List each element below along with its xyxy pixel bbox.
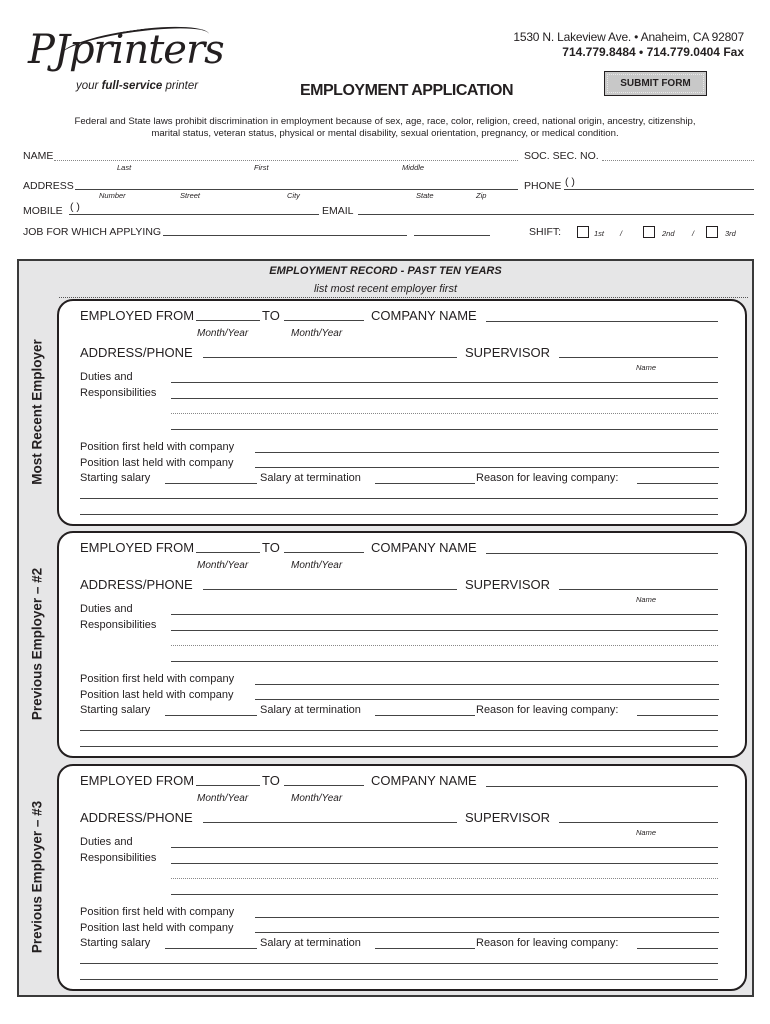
address-sub-state: State	[416, 191, 434, 200]
employed-from-field[interactable]	[196, 552, 260, 553]
salary-termination-field[interactable]	[375, 483, 475, 484]
salary-termination-label: Salary at termination	[260, 704, 361, 716]
responsibilities-label: Responsibilities	[80, 852, 157, 864]
name-sub-first: First	[254, 163, 269, 172]
tagline-bold: full-service	[101, 80, 163, 92]
supervisor-field[interactable]	[559, 822, 718, 823]
duties-label: Duties and	[80, 371, 133, 383]
supervisor-label: SUPERVISOR	[465, 345, 551, 360]
ssn-field[interactable]	[602, 160, 754, 161]
duties-label: Duties and	[80, 603, 133, 615]
position-first-label: Position first held with company	[80, 906, 235, 918]
email-field[interactable]	[358, 214, 754, 215]
phone-field[interactable]	[564, 189, 754, 190]
email-label: EMAIL	[322, 205, 354, 217]
shift-sep: /	[692, 229, 695, 238]
reason-leaving-label: Reason for leaving company:	[476, 937, 619, 949]
position-last-label: Position last held with company	[80, 689, 234, 701]
company-name-label: COMPANY NAME	[371, 308, 477, 323]
address-sub-city: City	[287, 191, 300, 200]
duties-line-1[interactable]	[171, 614, 718, 615]
name-sub-last: Last	[117, 163, 132, 172]
position-first-label: Position first held with company	[80, 673, 235, 685]
reason-leaving-field[interactable]	[637, 483, 718, 484]
position-last-field[interactable]	[255, 467, 719, 468]
address-sub-street: Street	[180, 191, 201, 200]
responsibilities-label: Responsibilities	[80, 387, 157, 399]
ssn-label: SOC. SEC. NO.	[524, 150, 599, 162]
position-first-label: Position first held with company	[80, 441, 235, 453]
reason-leaving-label: Reason for leaving company:	[476, 472, 619, 484]
address-phone-label: ADDRESS/PHONE	[80, 577, 193, 592]
position-first-field[interactable]	[255, 684, 719, 685]
to-month-year: Month/Year	[291, 328, 343, 339]
reason-leaving-label: Reason for leaving company:	[476, 704, 619, 716]
to-month-year: Month/Year	[291, 560, 343, 571]
reason-leaving-field[interactable]	[637, 715, 718, 716]
position-last-label: Position last held with company	[80, 922, 234, 934]
reason-line-1[interactable]	[80, 963, 718, 964]
shift-1st-checkbox[interactable]	[577, 226, 589, 238]
duties-line-4[interactable]	[171, 894, 718, 895]
supervisor-field[interactable]	[559, 357, 718, 358]
duties-line-2[interactable]	[171, 630, 718, 631]
to-label: TO	[262, 773, 280, 788]
address-label: ADDRESS	[23, 180, 74, 192]
duties-line-3[interactable]	[171, 645, 718, 646]
employer-side-label: Previous Employer – #3	[29, 800, 45, 954]
address-phone-label: ADDRESS/PHONE	[80, 345, 193, 360]
phone-area-code: ( )	[565, 176, 575, 188]
address-sub-number: Number	[99, 191, 126, 200]
job-label: JOB FOR WHICH APPLYING	[23, 226, 162, 238]
page-title: EMPLOYMENT APPLICATION	[300, 82, 513, 99]
duties-line-4[interactable]	[171, 661, 718, 662]
supervisor-field[interactable]	[559, 589, 718, 590]
position-first-field[interactable]	[255, 452, 719, 453]
mobile-field[interactable]	[69, 214, 319, 215]
employed-from-field[interactable]	[196, 785, 260, 786]
shift-2nd-label: 2nd	[662, 229, 675, 238]
reason-leaving-field[interactable]	[637, 948, 718, 949]
salary-termination-label: Salary at termination	[260, 472, 361, 484]
supervisor-sub-label: Name	[636, 828, 657, 837]
starting-salary-label: Starting salary	[80, 937, 151, 949]
company-name-field[interactable]	[486, 786, 718, 787]
salary-termination-field[interactable]	[375, 948, 475, 949]
address-phone-label: ADDRESS/PHONE	[80, 810, 193, 825]
starting-salary-field[interactable]	[165, 715, 257, 716]
shift-1st-label: 1st	[594, 229, 605, 238]
job-field[interactable]	[163, 235, 407, 236]
discrimination-notice	[30, 116, 740, 140]
to-field[interactable]	[284, 552, 364, 553]
name-label: NAME	[23, 150, 54, 162]
company-phone: 714.779.8484 • 714.779.0404 Fax	[562, 45, 744, 59]
company-name-field[interactable]	[486, 553, 718, 554]
duties-line-2[interactable]	[171, 863, 718, 864]
position-last-label: Position last held with company	[80, 457, 234, 469]
salary-termination-label: Salary at termination	[260, 937, 361, 949]
submit-form-button[interactable]: SUBMIT FORM	[604, 71, 707, 96]
starting-salary-label: Starting salary	[80, 704, 151, 716]
from-month-year: Month/Year	[197, 793, 249, 804]
employment-record-title: EMPLOYMENT RECORD - PAST TEN YEARS	[269, 265, 502, 277]
duties-label: Duties and	[80, 836, 133, 848]
to-field[interactable]	[284, 785, 364, 786]
employed-from-label: EMPLOYED FROM	[80, 773, 195, 788]
mobile-label: MOBILE	[23, 205, 63, 217]
notice-line-1: Federal and State laws prohibit discrimination in employment because of sex, age, race, color, religion, creed, national origin, ancestry, citizenship,	[74, 116, 696, 127]
logo-tagline	[76, 80, 198, 92]
starting-salary-label: Starting salary	[80, 472, 151, 484]
tagline-pre: your	[76, 80, 102, 92]
phone-label: PHONE	[524, 180, 562, 192]
section-divider	[59, 297, 748, 298]
reason-line-2[interactable]	[80, 746, 718, 747]
employer-side-label: Most Recent Employer	[29, 339, 45, 485]
company-logo: PJprinters	[28, 27, 224, 73]
reason-line-2[interactable]	[80, 979, 718, 980]
from-month-year: Month/Year	[197, 560, 249, 571]
duties-line-3[interactable]	[171, 878, 718, 879]
starting-salary-field[interactable]	[165, 948, 257, 949]
address-phone-field[interactable]	[203, 589, 457, 590]
address-phone-field[interactable]	[203, 822, 457, 823]
company-name-field[interactable]	[486, 321, 718, 322]
mobile-area-code: ( )	[70, 201, 80, 213]
salary-termination-field[interactable]	[375, 715, 475, 716]
position-last-field[interactable]	[255, 699, 719, 700]
reason-line-1[interactable]	[80, 730, 718, 731]
employed-from-field[interactable]	[196, 320, 260, 321]
shift-3rd-checkbox[interactable]	[706, 226, 718, 238]
supervisor-label: SUPERVISOR	[465, 577, 551, 592]
supervisor-sub-label: Name	[636, 595, 657, 604]
employer-side-label: Previous Employer – #2	[29, 567, 45, 721]
position-first-field[interactable]	[255, 917, 719, 918]
notice-line-2: marital status, veteran status, physical or mental disability, sexual orientation, pregnancy, or medical condition.	[151, 128, 619, 139]
duties-line-3[interactable]	[171, 413, 718, 414]
shift-sep: /	[620, 229, 623, 238]
duties-line-1[interactable]	[171, 847, 718, 848]
duties-line-1[interactable]	[171, 382, 718, 383]
company-address: 1530 N. Lakeview Ave. • Anaheim, CA 92807	[513, 30, 744, 44]
shift-2nd-checkbox[interactable]	[643, 226, 655, 238]
address-sub-zip: Zip	[476, 191, 487, 200]
position-last-field[interactable]	[255, 932, 719, 933]
address-field[interactable]	[75, 189, 518, 190]
company-name-label: COMPANY NAME	[371, 773, 477, 788]
employment-record-subtitle: list most recent employer first	[313, 283, 458, 295]
duties-line-4[interactable]	[171, 429, 718, 430]
reason-line-2[interactable]	[80, 514, 718, 515]
employed-from-label: EMPLOYED FROM	[80, 308, 195, 323]
responsibilities-label: Responsibilities	[80, 619, 157, 631]
name-sub-middle: Middle	[402, 163, 425, 172]
reason-line-1[interactable]	[80, 498, 718, 499]
supervisor-sub-label: Name	[636, 363, 657, 372]
to-label: TO	[262, 308, 280, 323]
company-name-label: COMPANY NAME	[371, 540, 477, 555]
job-field-2[interactable]	[414, 235, 490, 236]
shift-label: SHIFT:	[529, 226, 562, 238]
address-phone-field[interactable]	[203, 357, 457, 358]
to-label: TO	[262, 540, 280, 555]
from-month-year: Month/Year	[197, 328, 249, 339]
employed-from-label: EMPLOYED FROM	[80, 540, 195, 555]
duties-line-2[interactable]	[171, 398, 718, 399]
tagline-post: printer	[162, 80, 199, 92]
shift-3rd-label: 3rd	[725, 229, 736, 238]
name-field[interactable]	[54, 160, 518, 161]
supervisor-label: SUPERVISOR	[465, 810, 551, 825]
to-field[interactable]	[284, 320, 364, 321]
starting-salary-field[interactable]	[165, 483, 257, 484]
to-month-year: Month/Year	[291, 793, 343, 804]
